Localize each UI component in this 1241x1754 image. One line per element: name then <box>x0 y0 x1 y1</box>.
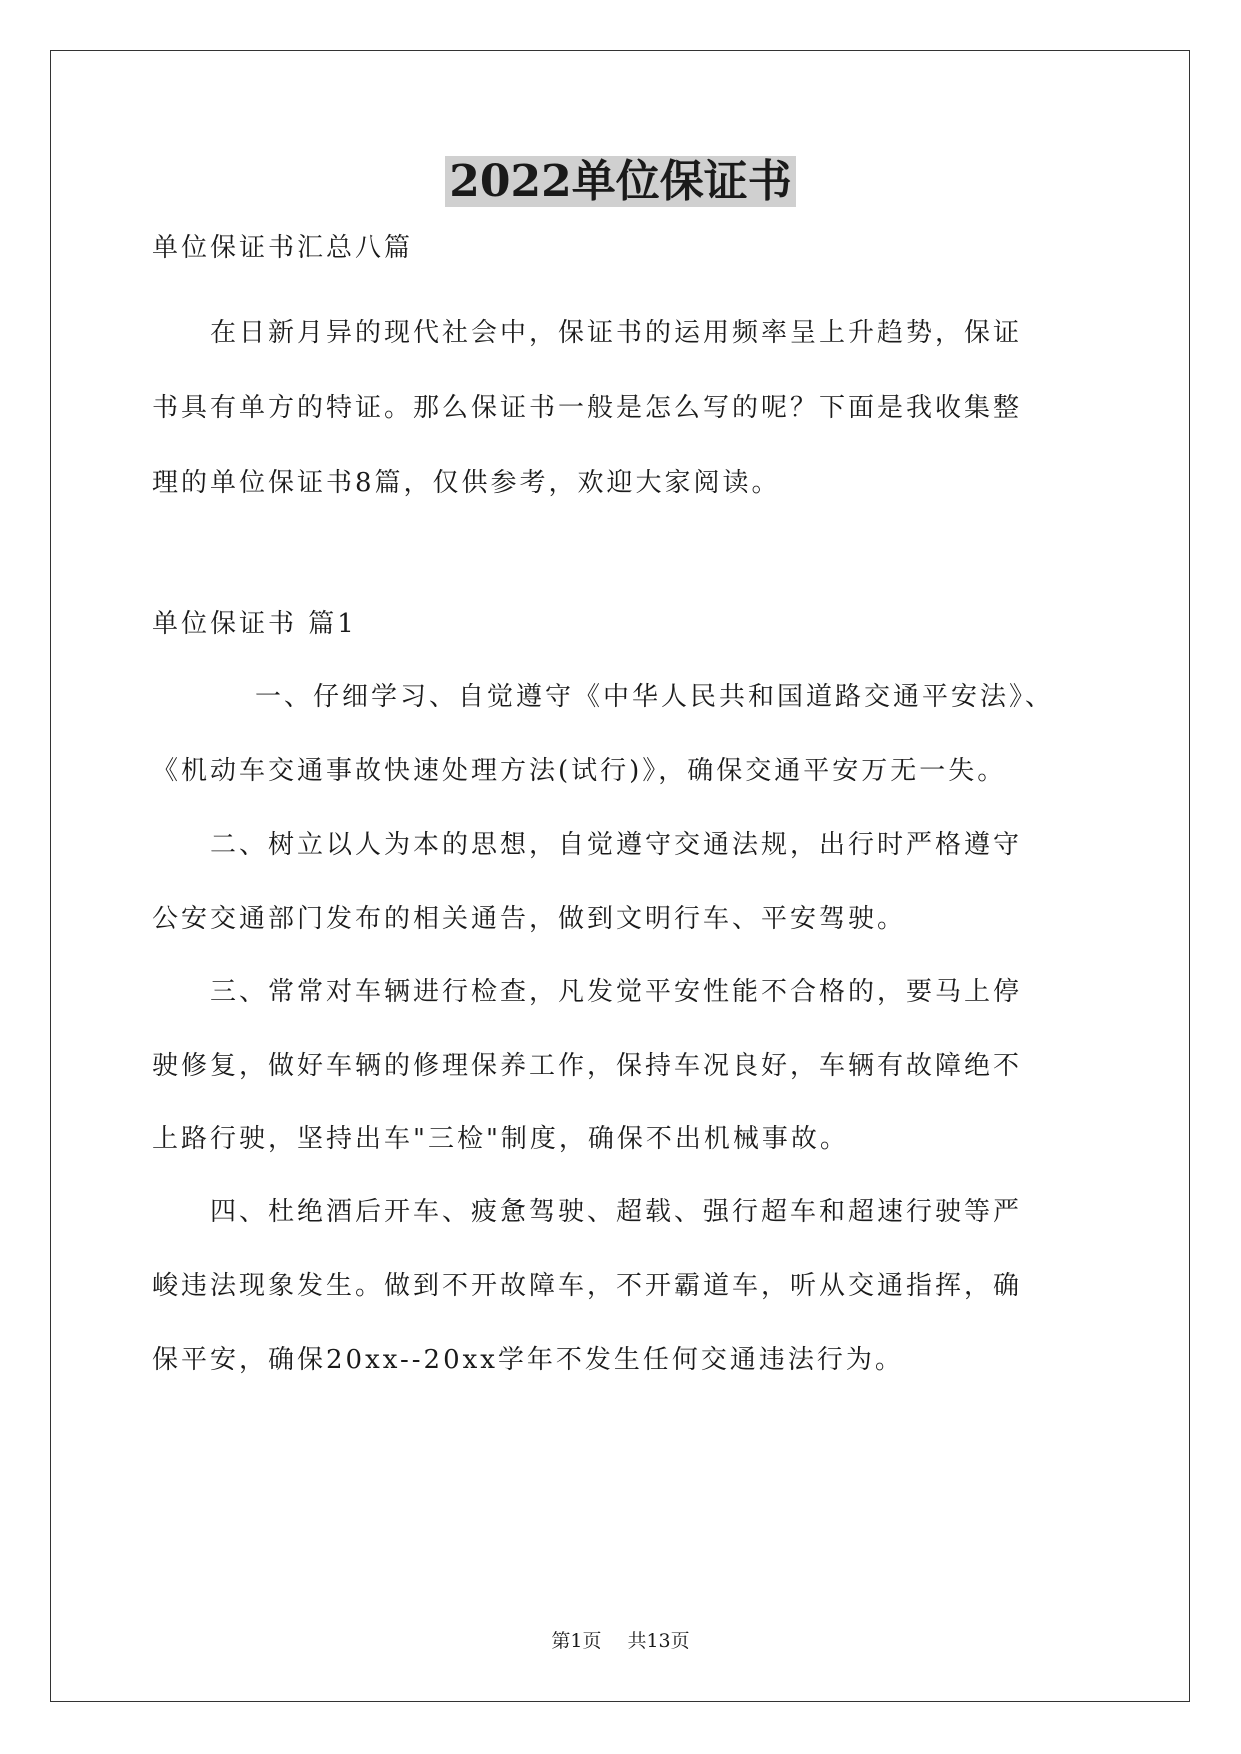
intro-line: 在日新月异的现代社会中，保证书的运用频率呈上升趋势，保证 <box>210 318 1023 348</box>
body-line: 上路行驶，坚持出车"三检"制度，确保不出机械事故。 <box>152 1124 849 1154</box>
page-number: 第1页 <box>551 1630 602 1652</box>
page-total: 共13页 <box>627 1630 690 1652</box>
body-line: 公安交通部门发布的相关通告，做到文明行车、平安驾驶。 <box>152 904 907 934</box>
body-line: 四、杜绝酒后开车、疲惫驾驶、超载、强行超车和超速行驶等严 <box>210 1197 1023 1227</box>
body-line: 峻违法现象发生。做到不开故障车，不开霸道车，听从交通指挥，确 <box>152 1271 1023 1301</box>
body-line: 保平安，确保20xx--20xx学年不发生任何交通违法行为。 <box>152 1345 904 1375</box>
section-heading: 单位保证书 篇1 <box>152 609 357 639</box>
body-line: 一、仔细学习、自觉遵守《中华人民共和国道路交通平安法》、 <box>255 682 1055 712</box>
intro-line: 理的单位保证书8篇，仅供参考，欢迎大家阅读。 <box>152 468 781 498</box>
page-border <box>50 50 1190 1702</box>
document-title-text: 2022单位保证书 <box>445 156 795 207</box>
body-line: 二、树立以人为本的思想，自觉遵守交通法规，出行时严格遵守 <box>210 830 1023 860</box>
document-title <box>0 152 1241 212</box>
intro-line: 书具有单方的特证。那么保证书一般是怎么写的呢？下面是我收集整 <box>152 393 1023 423</box>
page-footer <box>0 1628 1241 1654</box>
body-line: 驶修复，做好车辆的修理保养工作，保持车况良好，车辆有故障绝不 <box>152 1051 1023 1081</box>
document-subtitle: 单位保证书汇总八篇 <box>152 233 414 263</box>
body-line: 三、常常对车辆进行检查，凡发觉平安性能不合格的，要马上停 <box>210 977 1023 1007</box>
body-line: 《机动车交通事故快速处理方法(试行)》，确保交通平安万无一失。 <box>152 756 1007 786</box>
